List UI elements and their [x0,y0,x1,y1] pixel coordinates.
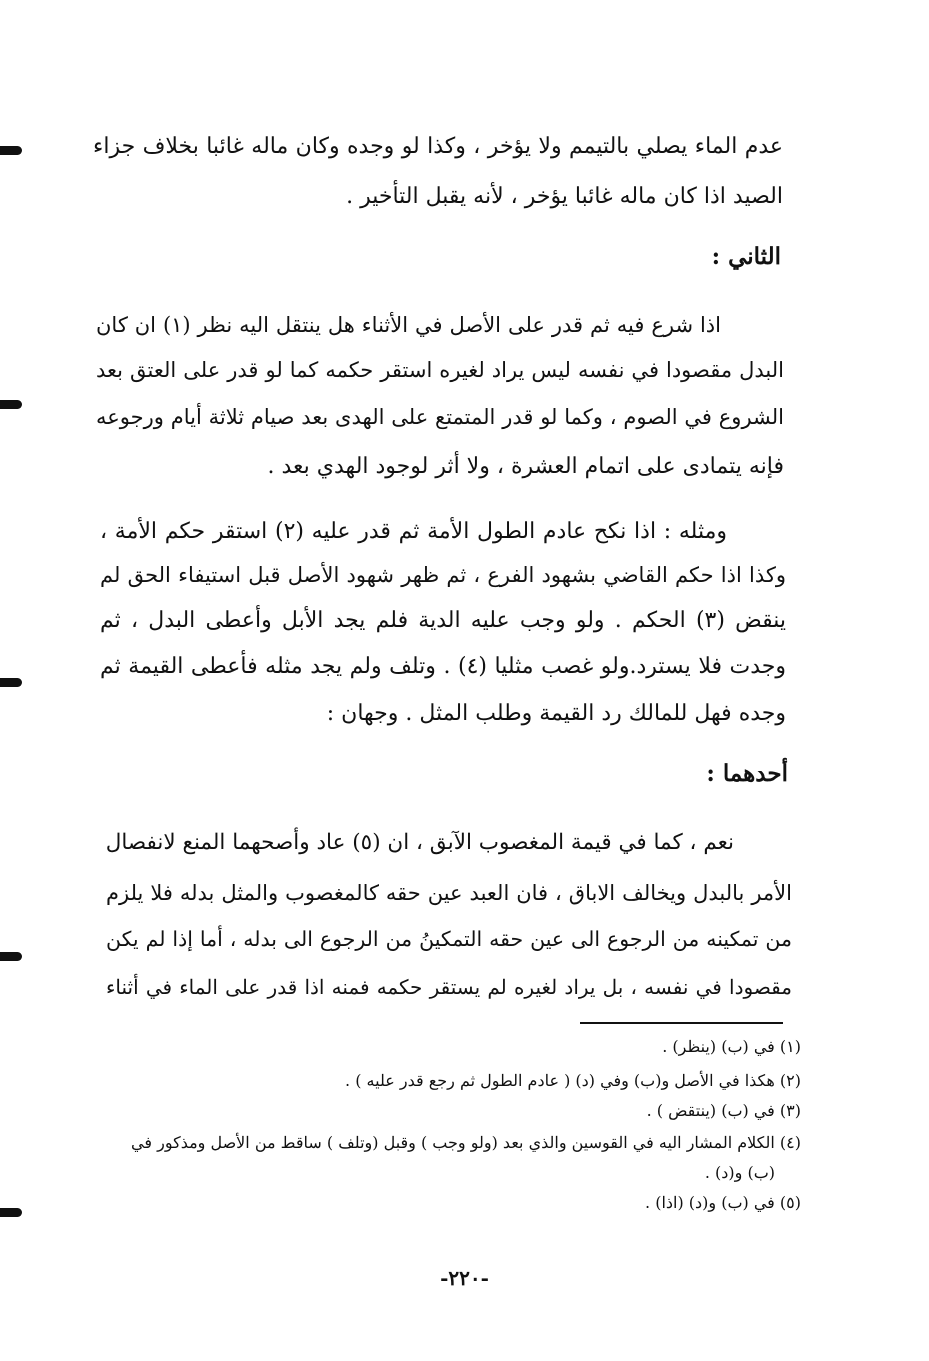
body-line: وجدت فلا يسترد.ولو غصب مثليا (٤) . وتلف ولم يجد مثله فأعطى القيمة ثم [100,654,786,679]
body-line: الأمر بالبدل ويخالف الاباق ، فان العبد عين حقه كالمغصوب والمثل بدله فلا يلزم [106,881,792,905]
footnote: (٢) هكذا في الأصل و(ب) وفي (د) ( عادم الطول ثم رجع قدر عليه ) . [345,1071,801,1090]
footnote-separator [580,1022,783,1024]
body-line: ومثله : اذا نكح عادم الطول الأمة ثم قدر عليه (٢) استقر حكم الأمة ، [100,519,727,544]
body-line: فإنه يتمادى على اتمام العشرة ، ولا أثر لوجود الهدي بعد . [267,454,784,479]
body-line: من تمكينه من الرجوع الى عين حقه التمكينُ من الرجوع الى بدله ، أما إذا لم يكن [106,927,792,951]
margin-mark [0,400,22,409]
footnote: (٥) في (ب) و(د) (اذا) . [645,1193,801,1212]
body-line: وجده فهل للمالك رد القيمة وطلب المثل . وجهان : [326,701,786,726]
body-line: الشروع في الصوم ، وكما لو قدر المتمتع على الهدى بعد صيام ثلاثة أيام ورجوعه [96,405,784,429]
margin-mark [0,146,22,155]
margin-mark [0,1208,22,1217]
footnote: (١) في (ب) (ينظر) . [662,1037,801,1056]
margin-mark [0,952,22,961]
body-line: مقصودا في نفسه ، بل يراد لغيره لم يستقر حكمه فمنه اذا قدر على الماء في أثناء [106,975,792,999]
body-line: الصيد اذا كان ماله غائبا يؤخر ، لأنه يقبل التأخير . [346,184,783,209]
margin-mark [0,678,22,687]
footnote: (ب) و(د) . [704,1163,775,1182]
body-line: البدل مقصودا في نفسه ليس يراد لغيره استقر حكمه كما لو قدر على العتق بعد [96,358,784,382]
page-number: -٢٢٠- [440,1266,489,1290]
body-line: اذا شرع فيه ثم قدر على الأصل في الأثناء هل ينتقل اليه نظر (١) ان كان [96,313,721,337]
footnote: (٣) في (ب) (ينتقض ) . [646,1101,801,1120]
body-line: نعم ، كما في قيمة المغصوب الآبق ، ان (٥) عاد وأصحهما المنع لانفصال [105,830,734,855]
section-heading: أحدهما : [706,760,788,787]
body-line: ينقض (٣) الحكم . ولو وجب عليه الدية فلم يجد الأبل وأعطى البدل ، ثم [100,608,787,633]
body-line: عدم الماء يصلي بالتيمم ولا يؤخر ، وكذا لو وجده وكان ماله غائبا بخلاف جزاء [93,134,783,159]
body-line: وكذا اذا حكم القاضي بشهود الفرع ، ثم ظهر شهود الأصل قبل استيفاء الحق لم [100,563,786,587]
section-heading: الثاني : [711,243,781,270]
footnote: (٤) الكلام المشار اليه في القوسين والذي بعد (ولو وجب ) وقبل (وتلف ) ساقط من الأصل ومذكور في [131,1133,801,1152]
